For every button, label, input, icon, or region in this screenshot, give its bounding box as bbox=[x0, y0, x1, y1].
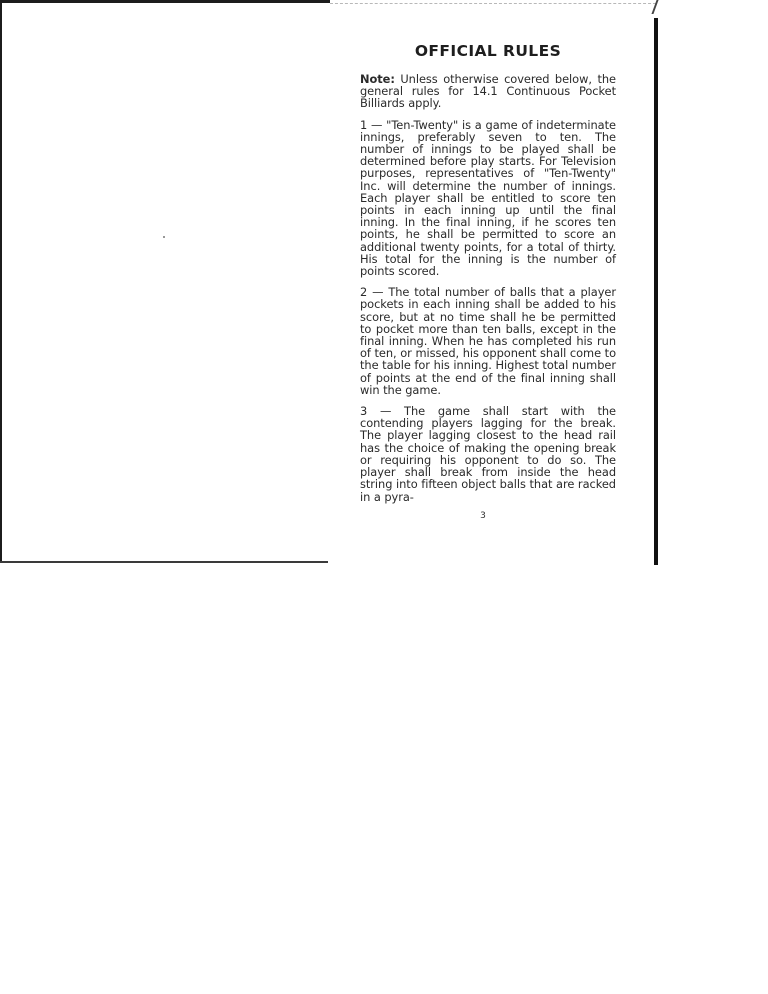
scan-border-top-dashed bbox=[330, 3, 656, 4]
scan-speck bbox=[163, 236, 165, 238]
scan-border-bottom bbox=[0, 561, 328, 563]
rules-page bbox=[360, 42, 616, 512]
note-paragraph bbox=[360, 73, 616, 110]
page-title: OFFICIAL RULES bbox=[414, 42, 562, 60]
scan-border-top bbox=[0, 0, 330, 3]
rule-3: 3 — The game shall start with the contending players lagging for the break. The player lagging closest to the head rail has the choice of making the opening break or requiring his opponent to do so. The player shall break from inside the head string into fifteen object balls that are racked in a pyra- bbox=[360, 404, 616, 504]
scan-border-left bbox=[0, 0, 2, 563]
note-label: Note: bbox=[360, 72, 395, 86]
scan-border-right bbox=[654, 18, 658, 565]
rule-1: 1 — "Ten-Twenty" is a game of indeterminate innings, preferably seven to ten. The number of innings to be played shall be determined before play starts. For Television purposes, representatives of "Ten-Twenty" Inc. will determine the number of innings. Each player shall be entitled to score ten points in each inning up until the final inning. In the final inning, if he scores ten points, he shall be permitted to score an additional twenty points, for a total of thirty. His total for the inning is the number of points scored. bbox=[360, 117, 616, 279]
note-text: Unless otherwise covered below, the general rules for 14.1 Continuous Pocket Billiards apply. bbox=[360, 72, 616, 111]
rule-2: 2 — The total number of balls that a player pockets in each inning shall be added to his score, but at no time shall he be permitted to pocket more than ten balls, except in the final inning. When he has completed his run of ten, or missed, his opponent shall come to the table for his inning. Highest total number of points at the end of the final inning shall win the game. bbox=[360, 285, 616, 397]
page-number: 3 bbox=[480, 511, 486, 521]
